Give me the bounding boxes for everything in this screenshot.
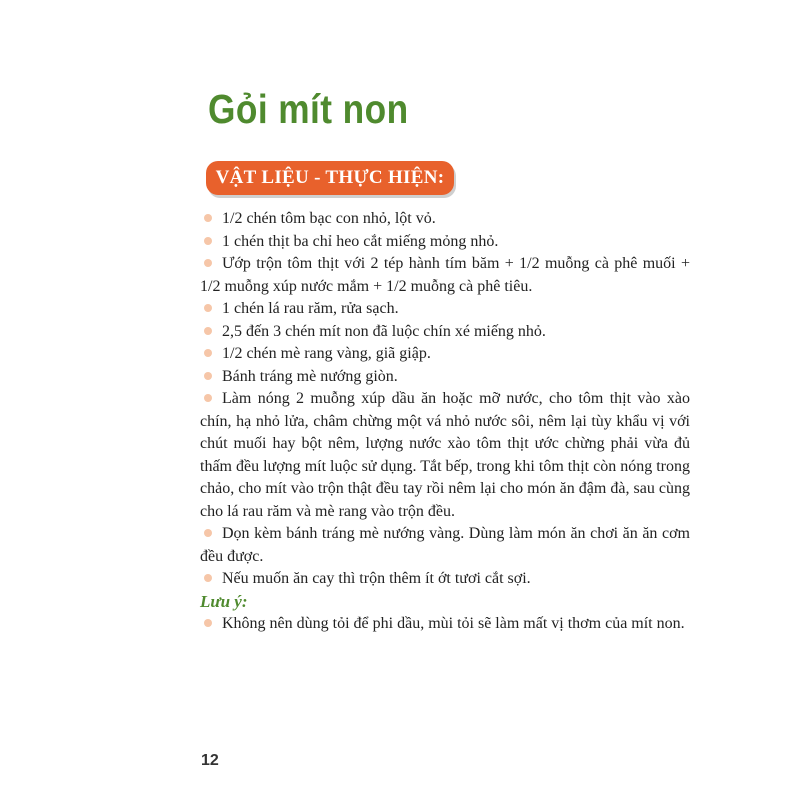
list-item <box>200 231 690 254</box>
list-item <box>200 208 690 231</box>
list-item <box>200 298 690 321</box>
note-item-text: Không nên dùng tỏi để phi dầu, mùi tỏi sẽ làm mất vị thơm của mít non. <box>222 615 685 632</box>
bullet-icon <box>204 304 212 312</box>
list-item-text: 1/2 chén mè rang vàng, giã giập. <box>222 345 431 362</box>
bullet-icon <box>204 394 212 402</box>
list-item <box>200 253 690 298</box>
bullet-icon <box>204 259 212 267</box>
recipe-content <box>200 208 690 636</box>
section-heading: VẬT LIỆU - THỰC HIỆN: <box>215 167 445 188</box>
list-item <box>200 321 690 344</box>
list-item <box>200 366 690 389</box>
bullet-icon <box>204 574 212 582</box>
page-title: Gỏi mít non <box>208 86 409 132</box>
list-item-text: 1 chén lá rau răm, rửa sạch. <box>222 300 399 317</box>
note-heading: Lưu ý: <box>200 591 248 611</box>
list-item-text: Làm nóng 2 muỗng xúp dầu ăn hoặc mỡ nước, cho tôm thịt vào xào chín, hạ nhỏ lửa, châm chừng một vá nhỏ nước sôi, nêm lại tùy khẩu vị với chút muối hay bột nêm, lượng nước xào tôm thịt ước chừng phải vừa đủ thấm đều lượng mít luộc sử dụng. Tắt bếp, trong khi tôm thịt còn nóng trong chảo, cho mít vào trộn thật đều tay rồi nêm lại cho món ăn đậm đà, sau cùng cho lá rau răm và mè rang vào trộn đều. <box>200 390 690 520</box>
bullet-icon <box>204 349 212 357</box>
list-item-text: Bánh tráng mè nướng giòn. <box>222 367 398 385</box>
list-item <box>200 388 690 523</box>
list-item-text: Dọn kèm bánh tráng mè nướng vàng. Dùng làm món ăn chơi ăn ăn cơm đều được. <box>200 525 690 565</box>
bullet-icon <box>204 237 212 245</box>
bullet-icon <box>204 529 212 537</box>
bullet-icon <box>204 214 212 222</box>
note-item <box>200 613 690 636</box>
list-item <box>200 343 690 366</box>
page-number: 12 <box>201 752 219 769</box>
list-item-text: Ướp trộn tôm thịt với 2 tép hành tím băm + 1/2 muỗng cà phê muối + 1/2 muỗng xúp nước mắm + 1/2 muỗng cà phê tiêu. <box>200 255 690 295</box>
list-item-text: 1/2 chén tôm bạc con nhỏ, lột vỏ. <box>222 210 436 227</box>
list-item-text: Nếu muốn ăn cay thì trộn thêm ít ớt tươi cắt sợi. <box>222 570 531 587</box>
list-item <box>200 568 690 591</box>
list-item-text: 2,5 đến 3 chén mít non đã luộc chín xé miếng nhỏ. <box>222 322 546 340</box>
bullet-icon <box>204 327 212 335</box>
list-item-text: 1 chén thịt ba chỉ heo cắt miếng mỏng nhỏ. <box>222 232 499 250</box>
list-item <box>200 523 690 568</box>
bullet-icon <box>204 619 212 627</box>
section-banner <box>206 161 454 195</box>
bullet-icon <box>204 372 212 380</box>
